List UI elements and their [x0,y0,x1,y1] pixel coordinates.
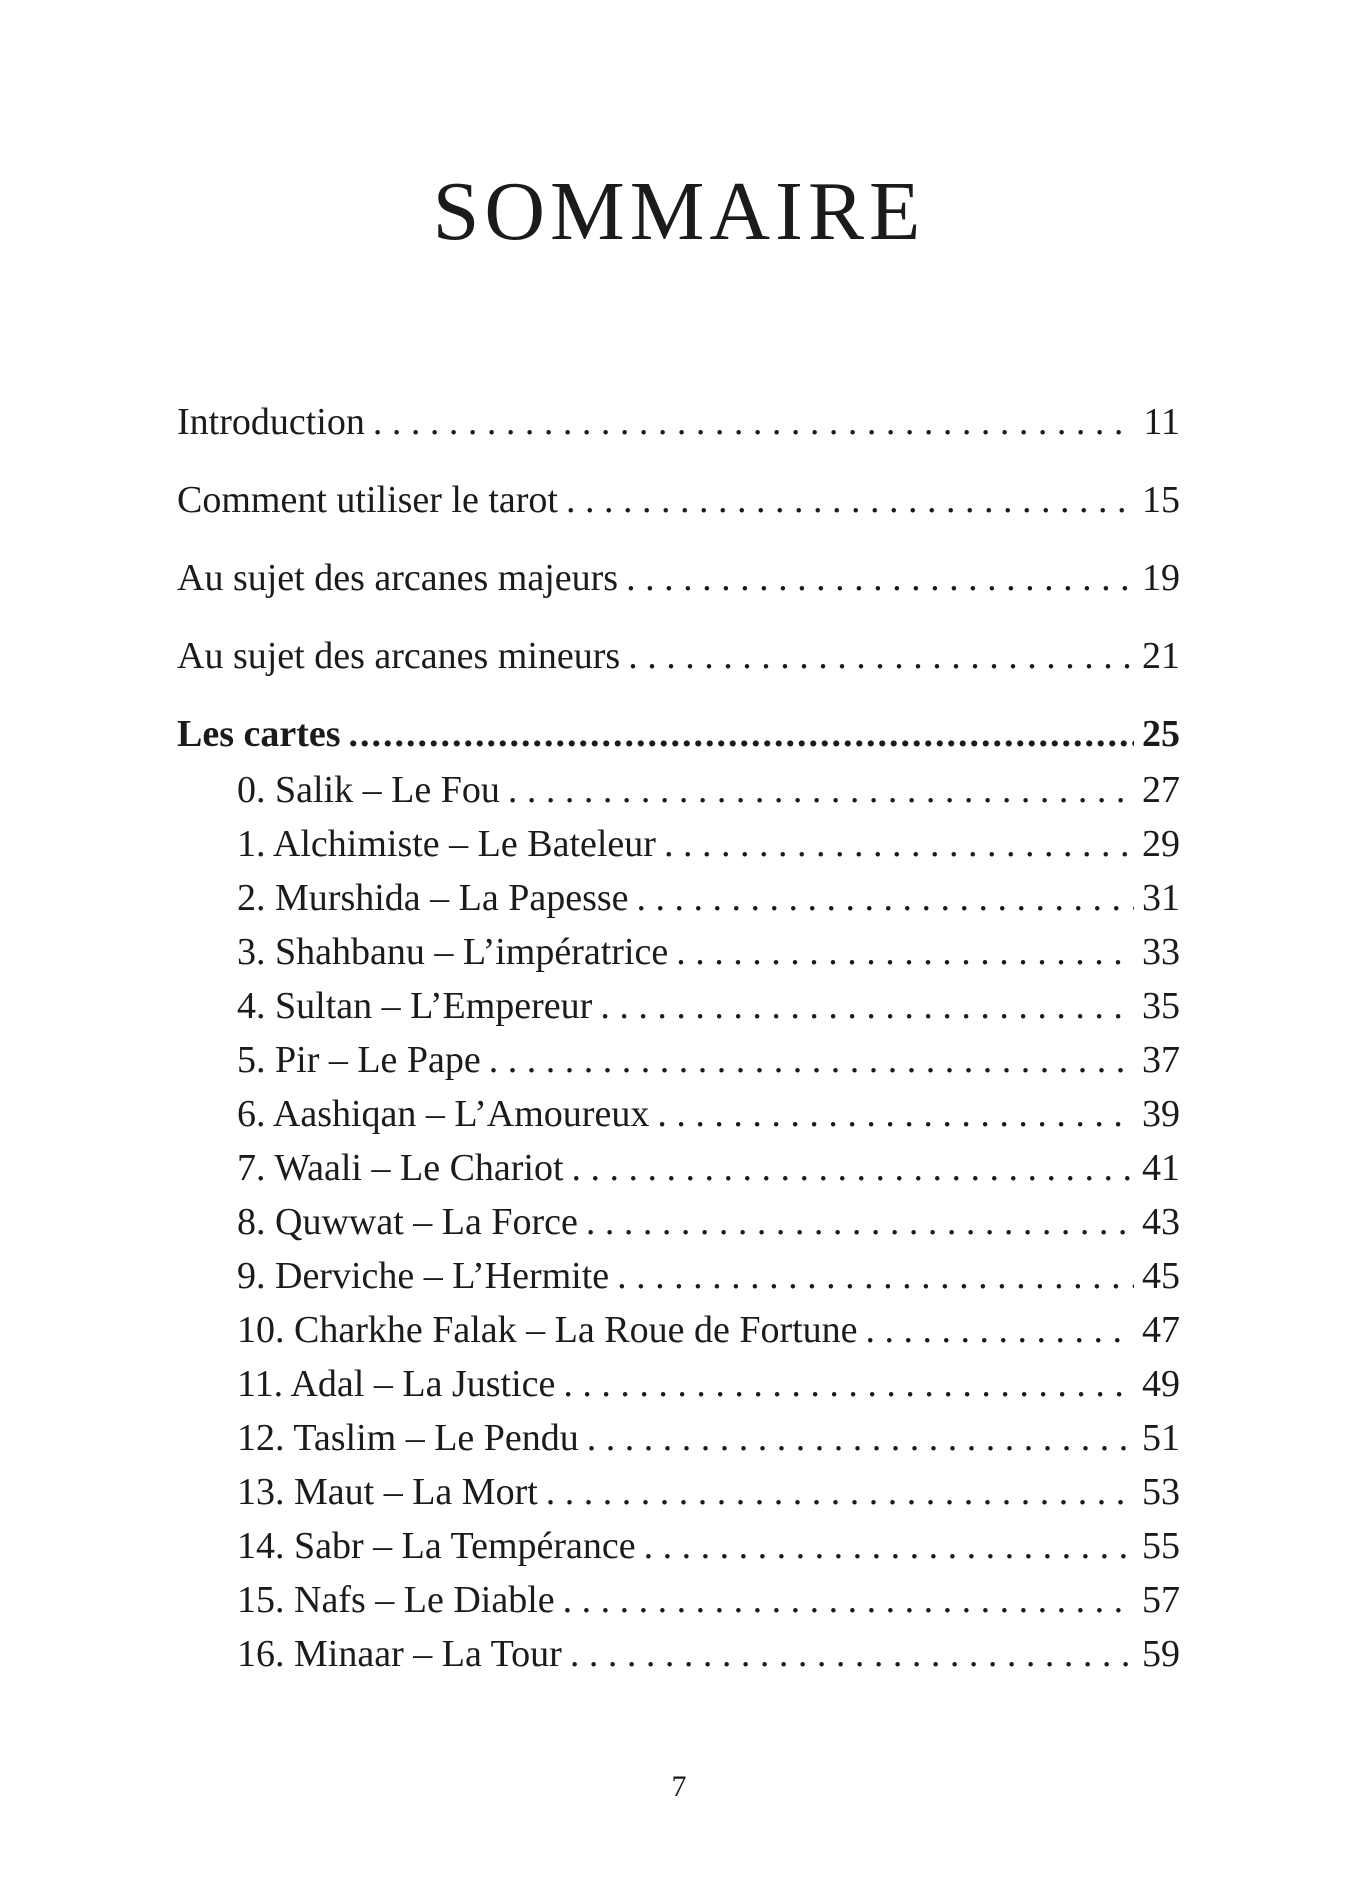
toc-card-label: 9. Derviche – L’Hermite [237,1255,610,1297]
dot-leader [657,1092,1134,1136]
toc-card-entry [177,1146,1180,1200]
toc-card-label: 5. Pir – Le Pape [237,1039,481,1081]
dot-leader [570,1632,1134,1676]
dot-leader [637,876,1134,920]
dot-leader [587,1416,1134,1460]
table-of-contents [177,400,1180,1686]
toc-section-les-cartes [177,712,1180,768]
toc-card-page: 59 [1142,1633,1180,1675]
toc-card-label: 4. Sultan – L’Empereur [237,985,593,1027]
dot-leader [373,400,1136,444]
toc-card-page: 55 [1142,1525,1180,1567]
page-title: SOMMAIRE [432,165,926,258]
toc-card-page: 57 [1142,1579,1180,1621]
toc-card-page: 49 [1142,1363,1180,1405]
dot-leader [617,1254,1134,1298]
toc-card-label: 6. Aashiqan – L’Amoureux [237,1093,650,1135]
dot-leader [866,1308,1134,1352]
toc-entry-arcanes-mineurs [177,634,1180,712]
toc-card-entry [177,984,1180,1038]
toc-card-page: 37 [1142,1039,1180,1081]
toc-entry-label: Comment utiliser le tarot [177,479,558,521]
toc-card-label: 2. Murshida – La Papesse [237,877,629,919]
dot-leader [644,1524,1134,1568]
toc-card-page: 47 [1142,1309,1180,1351]
toc-entry-page: 19 [1142,557,1180,599]
toc-card-entry [177,1578,1180,1632]
toc-entry-arcanes-majeurs [177,556,1180,634]
toc-card-entry [177,1200,1180,1254]
toc-card-page: 29 [1142,823,1180,865]
dot-leader [586,1200,1134,1244]
dot-leader [676,930,1134,974]
toc-card-label: 13. Maut – La Mort [237,1471,538,1513]
toc-card-label: 8. Quwwat – La Force [237,1201,578,1243]
toc-card-page: 35 [1142,985,1180,1027]
toc-card-label: 12. Taslim – Le Pendu [237,1417,579,1459]
toc-card-entry [177,1362,1180,1416]
dot-leader [572,1146,1134,1190]
toc-card-page: 41 [1142,1147,1180,1189]
toc-card-label: 0. Salik – Le Fou [237,769,500,811]
toc-card-page: 43 [1142,1201,1180,1243]
toc-card-page: 53 [1142,1471,1180,1513]
toc-entry-comment-utiliser [177,478,1180,556]
toc-card-label: 7. Waali – Le Chariot [237,1147,564,1189]
toc-card-label: 1. Alchimiste – Le Bateleur [237,823,656,865]
toc-card-entry [177,930,1180,984]
toc-card-entry [177,1254,1180,1308]
toc-section-page: 25 [1142,713,1180,755]
toc-entry-label: Au sujet des arcanes mineurs [177,635,621,677]
toc-card-entry [177,1524,1180,1578]
toc-entry-page: 11 [1143,401,1180,443]
toc-card-label: 11. Adal – La Justice [237,1363,556,1405]
toc-entry-label: Au sujet des arcanes majeurs [177,557,619,599]
toc-card-page: 27 [1142,769,1180,811]
toc-entry-page: 21 [1142,635,1180,677]
toc-card-entry [177,822,1180,876]
toc-card-entry [177,1416,1180,1470]
dot-leader [489,1038,1134,1082]
toc-section-label: Les cartes [177,713,341,755]
toc-card-entry [177,876,1180,930]
toc-card-entry [177,1470,1180,1524]
toc-card-page: 33 [1142,931,1180,973]
toc-card-label: 10. Charkhe Falak – La Roue de Fortune [237,1309,858,1351]
toc-card-entry [177,1092,1180,1146]
toc-card-label: 14. Sabr – La Tempérance [237,1525,636,1567]
dot-leader [566,478,1134,522]
dot-leader [664,822,1134,866]
toc-entry-page: 15 [1142,479,1180,521]
toc-card-entry [177,1038,1180,1092]
dot-leader [508,768,1134,812]
toc-card-entry [177,1308,1180,1362]
toc-card-page: 31 [1142,877,1180,919]
toc-card-page: 45 [1142,1255,1180,1297]
page-number: 7 [671,1770,687,1803]
toc-card-page: 51 [1142,1417,1180,1459]
toc-card-entry [177,1632,1180,1686]
toc-card-label: 3. Shahbanu – L’impératrice [237,931,669,973]
dot-leader [349,712,1134,756]
toc-card-label: 16. Minaar – La Tour [237,1633,562,1675]
dot-leader [628,634,1134,678]
toc-entry-label: Introduction [177,401,365,443]
dot-leader [563,1578,1134,1622]
dot-leader [546,1470,1134,1514]
dot-leader [600,984,1134,1028]
dot-leader [626,556,1134,600]
toc-card-entry [177,768,1180,822]
toc-card-label: 15. Nafs – Le Diable [237,1579,555,1621]
dot-leader [563,1362,1134,1406]
toc-card-page: 39 [1142,1093,1180,1135]
toc-entry-introduction [177,400,1180,478]
